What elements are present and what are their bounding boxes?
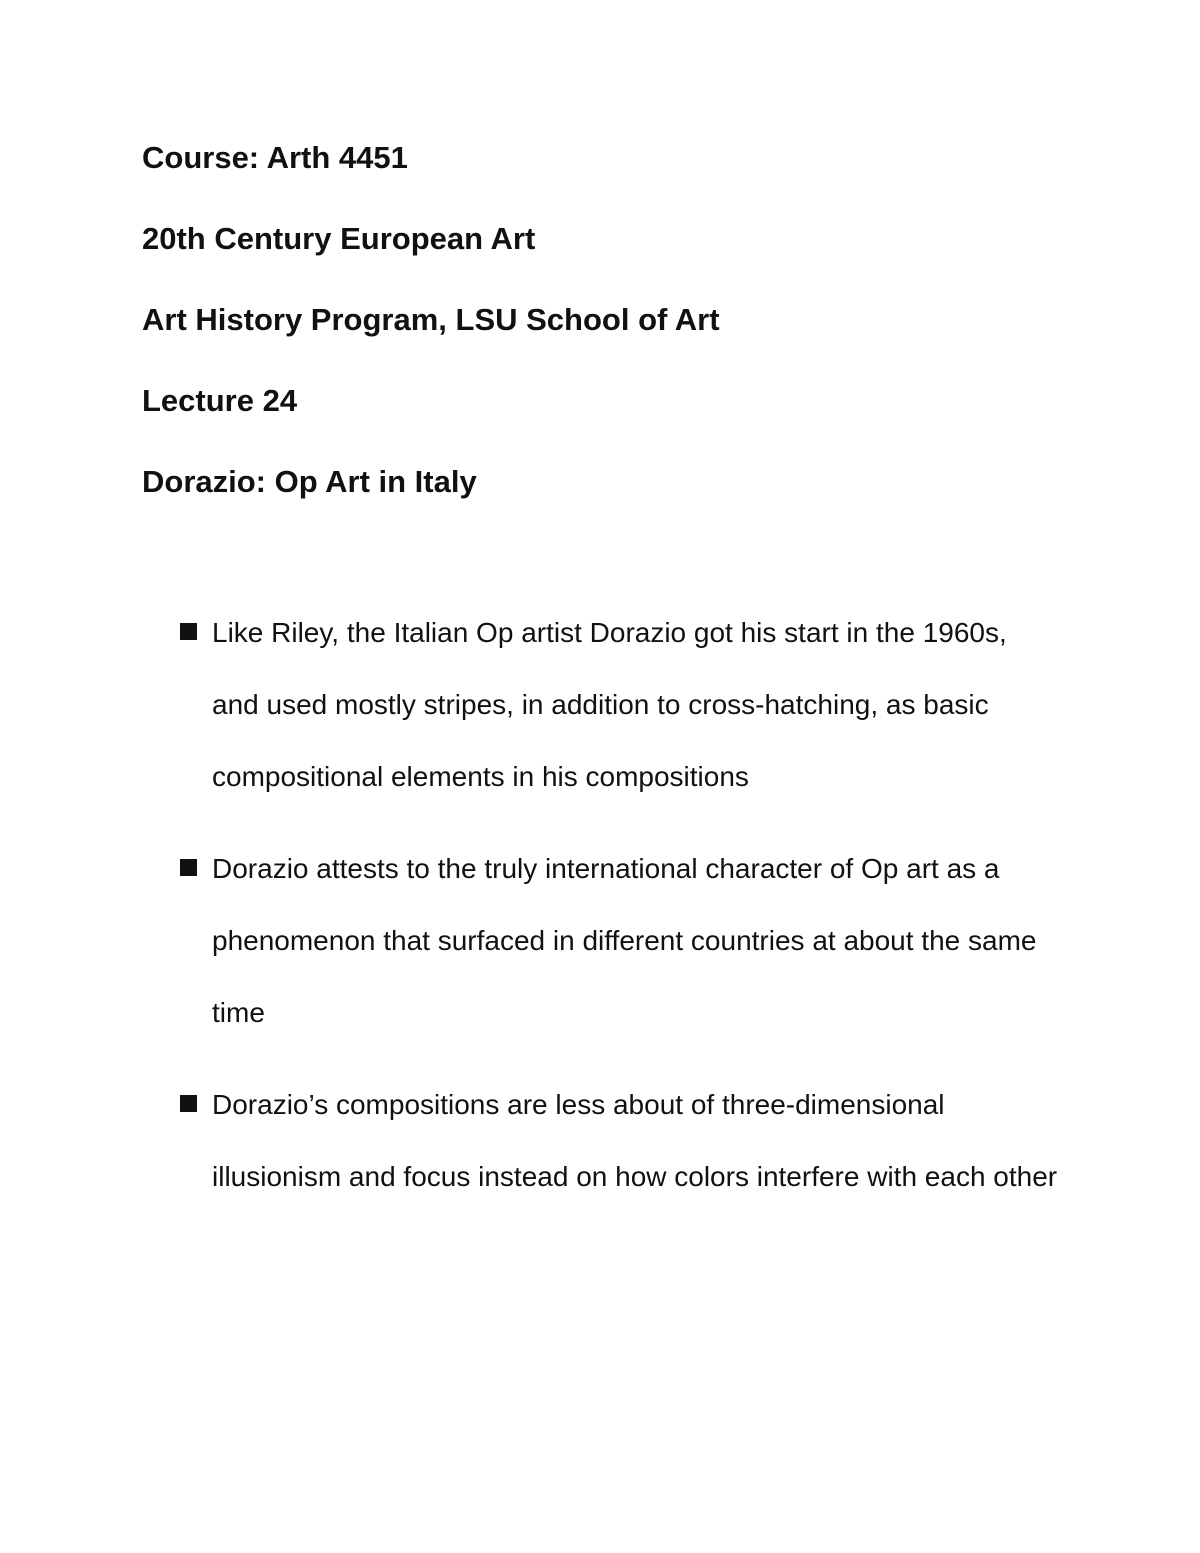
square-bullet-icon xyxy=(180,859,197,876)
course-code: Course: Arth 4451 xyxy=(142,140,408,175)
bullet-list xyxy=(178,597,1058,1233)
bullet-text: Dorazio attests to the truly international character of Op art as a phenomenon that surfaced in different countries at about the same time xyxy=(212,853,1037,1028)
lecture-number: Lecture 24 xyxy=(142,383,298,418)
square-bullet-icon xyxy=(180,1095,197,1112)
bullet-text: Like Riley, the Italian Op artist Dorazio got his start in the 1960s, and used mostly stripes, in addition to cross-hatching, as basic compositional elements in his compositions xyxy=(212,617,1007,792)
bullet-text: Dorazio’s compositions are less about of three-dimensional illusionism and focus instead on how colors interfere with each other xyxy=(212,1089,1058,1192)
list-item xyxy=(178,597,1058,813)
list-item xyxy=(178,833,1058,1049)
square-bullet-icon xyxy=(180,623,197,640)
lecture-topic: Dorazio: Op Art in Italy xyxy=(142,464,477,499)
course-title: 20th Century European Art xyxy=(142,221,536,256)
program-name: Art History Program, LSU School of Art xyxy=(142,302,720,337)
list-item xyxy=(178,1069,1058,1213)
document-header xyxy=(142,138,1092,543)
